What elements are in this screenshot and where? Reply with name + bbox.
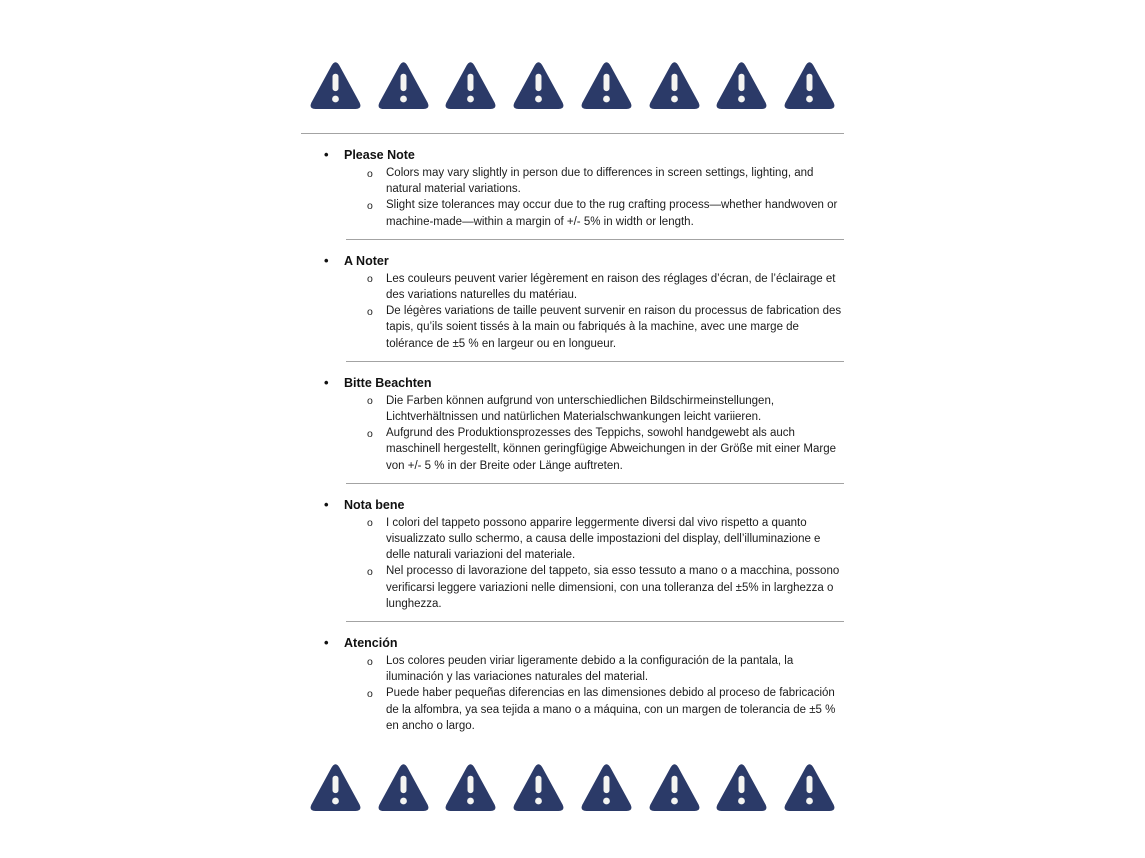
note-text: o De légères variations de taille peuvent survenir en raison du processus de fabrication des tapis, qu’ils soient tissés à la main ou fabriqués à la machine, avec une marge de tolérance de ±5 % en largeur ou en longueur. [301,303,844,352]
document-page [301,0,844,813]
section-heading: • Bitte Beachten [301,376,844,391]
exclamation-dot [738,798,745,805]
section-please-note [301,148,844,240]
exclamation-dot [400,798,407,805]
exclamation-bar [536,74,542,91]
note-text: o Les couleurs peuvent varier légèrement en raison des réglages d’écran, de l’éclairage et des variations naturelles du matériau. [301,271,844,303]
exclamation-dot [671,96,678,103]
warning-row-bottom [301,760,844,813]
exclamation-dot [603,96,610,103]
note-text: o Colors may vary slightly in person due to differences in screen settings, lighting, and natural material variations. [301,165,844,197]
warning-triangle-icon [309,760,362,813]
divider [346,361,844,362]
exclamation-bar [806,74,812,91]
exclamation-bar [603,776,609,793]
exclamation-dot [332,798,339,805]
exclamation-dot [603,798,610,805]
exclamation-dot [468,798,475,805]
exclamation-bar [400,74,406,91]
exclamation-bar [671,74,677,91]
note-text: o Die Farben können aufgrund von unterschiedlichen Bildschirmeinstellungen, Lichtverhältnissen und natürlichen Materialschwankungen leicht variieren. [301,393,844,425]
warning-triangle-icon [377,58,430,111]
note-text: o Puede haber pequeñas diferencias en las dimensiones debido al proceso de fabricación de la alfombra, ya sea tejida a mano o a máquina, con un margen de tolerancia de ±5 % en ancho o largo. [301,685,844,734]
exclamation-bar [671,776,677,793]
exclamation-dot [400,96,407,103]
note-text: o Aufgrund des Produktionsprozesses des Teppichs, sowohl handgewebt als auch maschinell hergestellt, können geringfügige Abweichungen in der Größe mit einer Marge von +/- 5 % in der Breite oder Länge auftreten. [301,425,844,474]
exclamation-dot [671,798,678,805]
exclamation-dot [535,798,542,805]
section-heading: • Atención [301,636,844,651]
note-text: o Los colores peuden viriar ligeramente debido a la configuración de la pantala, la iluminación y las variaciones naturales del material. [301,653,844,685]
section-a-noter [301,254,844,362]
exclamation-dot [535,96,542,103]
note-text: o Slight size tolerances may occur due to the rug crafting process—whether handwoven or machine-made—within a margin of +/- 5% in width or length. [301,197,844,229]
warning-triangle-icon [512,58,565,111]
warning-triangle-icon [715,760,768,813]
exclamation-bar [536,776,542,793]
exclamation-bar [333,776,339,793]
section-heading: • Nota bene [301,498,844,513]
warning-triangle-icon [512,760,565,813]
divider-top [301,133,844,134]
warning-triangle-icon [444,58,497,111]
exclamation-dot [738,96,745,103]
warning-triangle-icon [580,760,633,813]
section-nota-bene [301,498,844,622]
divider [346,483,844,484]
note-text: o I colori del tappeto possono apparire leggermente diversi dal vivo rispetto a quanto visualizzato sullo schermo, a causa delle impostazioni del display, dell’illuminazione e delle naturali variazioni del materiale. [301,515,844,564]
divider [346,621,844,622]
warning-row-top [301,58,844,111]
exclamation-dot [468,96,475,103]
warning-triangle-icon [715,58,768,111]
section-bitte-beachten [301,376,844,484]
warning-triangle-icon [580,58,633,111]
warning-triangle-icon [444,760,497,813]
section-heading: • Please Note [301,148,844,163]
warning-triangle-icon [648,760,701,813]
exclamation-bar [739,776,745,793]
exclamation-bar [468,74,474,91]
exclamation-bar [739,74,745,91]
warning-triangle-icon [648,58,701,111]
exclamation-bar [806,776,812,793]
section-atencion [301,636,844,734]
note-text: o Nel processo di lavorazione del tappeto, sia esso tessuto a mano o a macchina, possono verificarsi leggere variazioni nelle dimensioni, con una tolleranza del ±5% in larghezza o lunghezza. [301,563,844,612]
warning-triangle-icon [309,58,362,111]
warning-triangle-icon [783,760,836,813]
exclamation-dot [332,96,339,103]
exclamation-bar [333,74,339,91]
warning-triangle-icon [377,760,430,813]
exclamation-dot [806,798,813,805]
warning-triangle-icon [783,58,836,111]
exclamation-bar [400,776,406,793]
exclamation-bar [468,776,474,793]
section-heading: • A Noter [301,254,844,269]
exclamation-bar [603,74,609,91]
exclamation-dot [806,96,813,103]
divider [346,239,844,240]
